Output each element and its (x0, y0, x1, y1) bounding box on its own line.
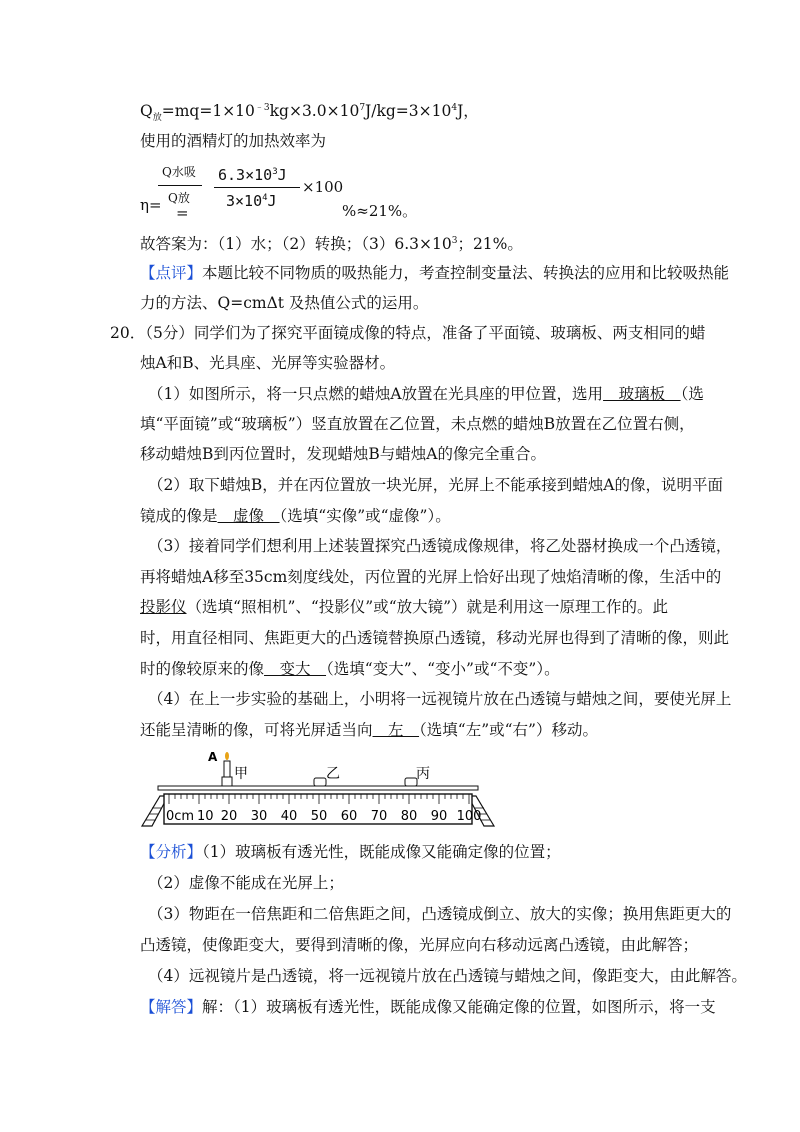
efficiency-result: %≈21%。 (342, 202, 418, 220)
part-4-line-2: 还能呈清晰的像，可将光屏适当向 左 （选填“左”或“右”）移动。 (140, 721, 598, 739)
candle-label: A (208, 750, 218, 764)
holder-yi (314, 778, 326, 786)
frac1-bar (158, 185, 202, 186)
part-3-line-5: 时的像较原来的像 变大 （选填“变大”、“变小”或“不变”）。 (140, 660, 560, 678)
part-3-line-3: 投影仪（选填“照相机”、“投影仪”或“放大镜”）就是利用这一原理工作的。此 (140, 598, 669, 616)
answer-line: 故答案为：（1）水；（2）转换；$(3)6.3\times 10^3$；21%。 (140, 235, 523, 253)
analysis-line-1: 【分析】（1）玻璃板有透光性，既能成像又能确定像的位置； (140, 843, 561, 861)
optical-bench-figure (138, 748, 498, 830)
frac1-numerator: Q水吸 (162, 165, 196, 179)
ruler-tick-label: 10 (197, 809, 214, 824)
question-20-line-2: 烛A和B、光具座、光屏等实验器材。 (140, 354, 396, 372)
ruler-tick-label: 20 (220, 809, 238, 824)
candle-holder (222, 777, 232, 786)
part-4-line-1: （4）在上一步实验的基础上，小明将一远视镜片放在凸透镜与蜡烛之间，要使光屏上 (148, 690, 732, 708)
comment-tag: 【点评】 (140, 264, 203, 282)
ruler-tick-label: 50 (310, 809, 328, 824)
analysis-tag: 【分析】 (140, 843, 203, 861)
eta-label: η= (140, 196, 162, 214)
ruler-tick-label: 90 (430, 809, 448, 824)
ruler-tick-label: 80 (400, 809, 418, 824)
comment-line-2: 力的方法、Q=cmΔt 及热值公式的运用。 (140, 294, 429, 312)
frac2-bar (214, 187, 300, 188)
analysis-line-2: （2）虚像不能成在光屏上； (148, 874, 344, 892)
answer-blank-5: 左 (372, 721, 420, 739)
position-bing: 丙 (416, 766, 430, 782)
answer-blank-2: 虚像 (217, 507, 280, 525)
frac1-denominator: Q放 (168, 191, 190, 205)
candle-a (224, 761, 230, 777)
unit-label: 0cm (166, 809, 195, 824)
analysis-line-4: 凸透镜，使像距变大，要得到清晰的像，光屏应向右移动远离凸透镜，由此解答； (140, 936, 699, 954)
ruler-tick-label: 60 (340, 809, 358, 824)
question-number: 20． (110, 324, 146, 342)
efficiency-intro: 使用的酒精灯的加热效率为 (140, 132, 327, 150)
answer-blank-4: 变大 (264, 660, 327, 678)
times-100: ×100 (302, 178, 344, 196)
analysis-line-3: （3）物距在一倍焦距和二倍焦距之间，凸透镜成倒立、放大的实像；换用焦距更大的 (148, 905, 732, 923)
ruler-tick-label: 30 (250, 809, 268, 824)
solution-line-1: 【解答】解：（1）玻璃板有透光性，既能成像又能确定像的位置，如图所示，将一支 (140, 998, 716, 1016)
frac2-denominator: $3\times 10^4J$ (226, 192, 277, 210)
position-yi: 乙 (326, 766, 340, 782)
comment-line-1: 【点评】本题比较不同物质的吸热能力，考查控制变量法、转换法的应用和比较吸热能 (140, 264, 730, 282)
frac2-numerator: $6.3\times 10^3J$ (218, 166, 287, 184)
answer-blank-1: 玻璃板 (603, 385, 681, 403)
part-1-line-3: 移动蜡烛B到丙位置时，发现蜡烛B与蜡烛A的像完全重合。 (140, 445, 546, 463)
part-2-line-1: （2）取下蜡烛B，并在丙位置放一块光屏，光屏上不能承接到蜡烛A的像，说明平面 (148, 476, 723, 494)
position-jia: 甲 (234, 766, 248, 782)
question-20-line-1: 20．（5分）同学们为了探究平面镜成像的特点，准备了平面镜、玻璃板、两支相同的蜡 (110, 324, 706, 342)
ruler-tick-label: 100 (456, 809, 482, 824)
part-3-line-2: 再将蜡烛A移至35cm刻度线处，丙位置的光屏上恰好出现了烛焰清晰的像，生活中的 (140, 568, 722, 586)
part-2-line-2: 镜成的像是 虚像 （选填“实像”或“虚像”）。 (140, 507, 451, 525)
top-rail (158, 786, 478, 790)
part-3-line-1: （3）接着同学们想利用上述装置探究凸透镜成像规律，将乙处器材换成一个凸透镜， (148, 537, 732, 555)
equals-sign: = (176, 204, 189, 222)
analysis-line-5: （4）远视镜片是凸透镜，将一远视镜片放在凸透镜与蜡烛之间，像距变大，由此解答。 (148, 967, 747, 985)
q-release-formula: $Q_放=mq=1\times 10^{﹣3}kg\times 3.0\times 10^7J/kg=3\times 10^4J$， (140, 102, 479, 124)
ruler-tick-label: 70 (370, 809, 388, 824)
part-1-line-1: （1）如图所示，将一只点燃的蜡烛A放置在光具座的甲位置，选用 玻璃板 （选 (148, 385, 704, 403)
part-3-line-4: 时，用直径相同、焦距更大的凸透镜替换原凸透镜，移动光屏也得到了清晰的像，则此 (140, 629, 730, 647)
part-1-line-2: 填“平面镜”或“玻璃板”）竖直放置在乙位置，未点燃的蜡烛B放置在乙位置右侧， (140, 415, 695, 433)
answer-blank-3: 投影仪 (140, 598, 187, 616)
flame-icon (225, 752, 229, 760)
ruler-tick-label: 40 (280, 809, 298, 824)
solution-tag: 【解答】 (140, 998, 203, 1016)
